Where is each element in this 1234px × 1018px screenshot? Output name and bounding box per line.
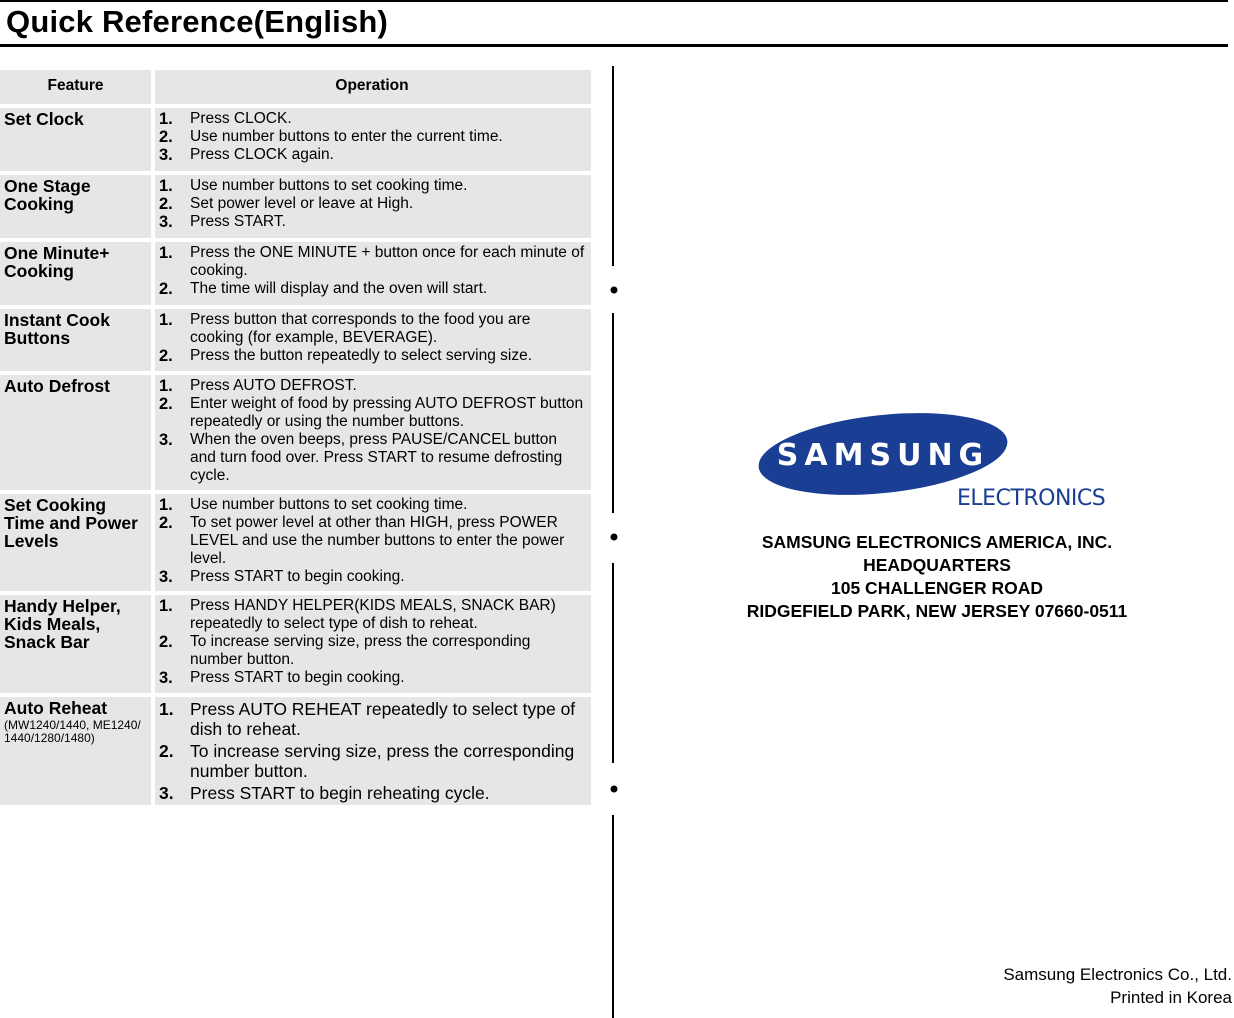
step-number: 1. — [159, 377, 173, 395]
step — [159, 568, 585, 586]
step-text: Use number buttons to set cooking time. — [190, 177, 468, 194]
step — [159, 347, 585, 365]
step-text: Press CLOCK. — [190, 110, 292, 127]
address-line: 105 CHALLENGER ROAD — [831, 578, 1043, 598]
step — [159, 669, 585, 687]
feature-cell: One Stage Cooking — [0, 175, 151, 238]
logo-subtitle: ELECTRONICS — [957, 486, 1106, 511]
step — [159, 597, 585, 633]
step-number: 2. — [159, 347, 173, 365]
step — [159, 783, 585, 803]
step — [159, 514, 585, 568]
feature-column-header: Feature — [0, 70, 151, 104]
step — [159, 496, 585, 514]
table-row — [0, 108, 591, 171]
step-number: 3. — [159, 146, 173, 164]
cut-line-segment — [612, 313, 614, 513]
feature-cell: Set Cooking Time and Power Levels — [0, 494, 151, 591]
step-text: Press the ONE MINUTE + button once for each minute of cooking. — [190, 244, 585, 279]
table-row — [0, 494, 591, 591]
cut-line-segment — [612, 563, 614, 763]
step-number: 2. — [159, 633, 173, 651]
model-note: (MW1240/1440, ME1240/ 1440/1280/1480) — [4, 718, 141, 745]
cut-line-segment — [612, 66, 614, 266]
step-text: Press AUTO DEFROST. — [190, 377, 357, 394]
step-text: When the oven beeps, press PAUSE/CANCEL button and turn food over. Press START to resume defrosting cycle. — [190, 431, 563, 484]
step-number: 1. — [159, 110, 173, 128]
step — [159, 699, 585, 739]
operation-cell — [155, 309, 591, 371]
step-text: Use number buttons to set cooking time. — [190, 496, 468, 513]
operation-cell — [155, 494, 591, 591]
operation-cell — [155, 697, 591, 805]
footer-printed: Printed in Korea — [1110, 988, 1232, 1007]
operation-cell — [155, 375, 591, 490]
table-row — [0, 309, 591, 371]
address-line: SAMSUNG ELECTRONICS AMERICA, INC. — [761, 532, 1113, 552]
step-text: Enter weight of food by pressing AUTO DEFROST button repeatedly or using the number buttons. — [190, 395, 584, 430]
step-number: 1. — [159, 244, 173, 262]
step-number: 1. — [159, 699, 174, 719]
step-text: Press button that corresponds to the food you are cooking (for example, BEVERAGE). — [190, 311, 531, 346]
step-number: 2. — [159, 195, 173, 213]
step — [159, 146, 585, 164]
step — [159, 195, 585, 213]
step-text: Press START. — [190, 213, 286, 230]
step-text: Press AUTO REHEAT repeatedly to select type of dish to reheat. — [190, 699, 576, 739]
operation-cell — [155, 175, 591, 238]
step — [159, 128, 585, 146]
quick-reference-table — [0, 70, 591, 809]
step-number: 2. — [159, 128, 173, 146]
feature-cell: One Minute+ Cooking — [0, 242, 151, 305]
step-number: 1. — [159, 597, 173, 615]
step-number: 3. — [159, 783, 174, 803]
step — [159, 213, 585, 231]
operation-column-header: Operation — [155, 70, 591, 104]
cut-line-dot — [611, 786, 618, 793]
step — [159, 280, 585, 298]
address-line: RIDGEFIELD PARK, NEW JERSEY 07660-0511 — [746, 601, 1128, 621]
step-number: 1. — [159, 311, 173, 329]
step-text: Use number buttons to enter the current time. — [190, 128, 503, 145]
table-row — [0, 375, 591, 490]
address-line: HEADQUARTERS — [863, 555, 1011, 575]
feature-cell: Set Clock — [0, 108, 151, 171]
footer — [1003, 963, 1232, 1009]
step-number: 1. — [159, 496, 173, 514]
feature-cell — [0, 697, 151, 805]
step-number: 1. — [159, 177, 173, 195]
logo-wordmark: SAMSUNG — [776, 438, 990, 473]
page-title: Quick Reference(English) — [6, 4, 389, 39]
step — [159, 110, 585, 128]
feature-cell: Handy Helper, Kids Meals, Snack Bar — [0, 595, 151, 693]
step — [159, 311, 585, 347]
table-row — [0, 242, 591, 305]
step-text: Set power level or leave at High. — [190, 195, 414, 212]
step — [159, 244, 585, 280]
step-number: 2. — [159, 395, 173, 413]
step — [159, 431, 585, 485]
operation-cell — [155, 242, 591, 305]
cut-line-dot — [611, 287, 618, 294]
table-header-row — [0, 70, 591, 104]
cut-line-dot — [611, 534, 618, 541]
step-number: 3. — [159, 213, 173, 231]
operation-cell — [155, 108, 591, 171]
table-row — [0, 175, 591, 238]
feature-cell: Instant Cook Buttons — [0, 309, 151, 371]
operation-cell — [155, 595, 591, 693]
step-text: The time will display and the oven will start. — [190, 280, 488, 297]
step — [159, 741, 585, 781]
cut-line-segment — [612, 815, 614, 1018]
step — [159, 377, 585, 395]
hq-address — [700, 531, 1174, 623]
step-text: Press START to begin reheating cycle. — [190, 783, 490, 803]
feature-cell: Auto Defrost — [0, 375, 151, 490]
step — [159, 177, 585, 195]
step-number: 3. — [159, 669, 173, 687]
step-number: 3. — [159, 568, 173, 586]
step-text: Press START to begin cooking. — [190, 568, 405, 585]
step-number: 2. — [159, 280, 173, 298]
step-text: Press CLOCK again. — [190, 146, 334, 163]
step-text: To increase serving size, press the corresponding number button. — [190, 633, 531, 668]
footer-company: Samsung Electronics Co., Ltd. — [1003, 965, 1232, 984]
feature-name: Auto Reheat — [4, 698, 108, 718]
step-number: 2. — [159, 514, 173, 532]
step — [159, 395, 585, 431]
step-text: Press HANDY HELPER(KIDS MEALS, SNACK BAR) repeatedly to select type of dish to reheat. — [190, 597, 556, 632]
step-text: Press the button repeatedly to select serving size. — [190, 347, 533, 364]
step-text: To increase serving size, press the corresponding number button. — [190, 741, 575, 781]
step-text: Press START to begin cooking. — [190, 669, 405, 686]
table-row — [0, 697, 591, 805]
title-underline — [0, 44, 1228, 47]
step-number: 2. — [159, 741, 174, 761]
table-row — [0, 595, 591, 693]
step — [159, 633, 585, 669]
step-text: To set power level at other than HIGH, press POWER LEVEL and use the number buttons to enter the power level. — [190, 514, 565, 567]
step-number: 3. — [159, 431, 173, 449]
